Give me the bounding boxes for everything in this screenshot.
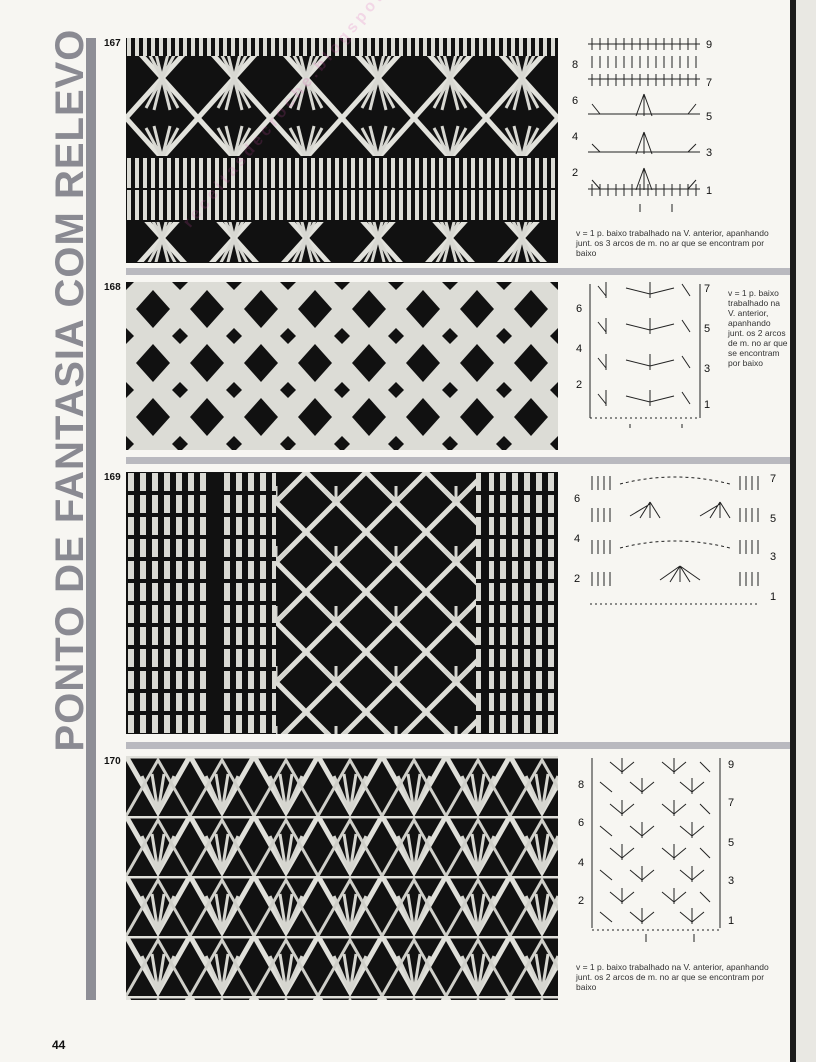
stitch-note: v = 1 p. baixo trabalhado na V. anterior, apanhando junt. os 3 arcos de m. no ar que se encontram por baixo <box>576 228 769 258</box>
sample-photo <box>126 472 558 734</box>
row-label: 3 <box>706 147 713 159</box>
stitch-diagram <box>570 34 720 220</box>
section-rule <box>126 268 790 275</box>
row-label: 5 <box>706 111 713 123</box>
row-label: 5 <box>704 323 711 335</box>
sample-photo <box>126 282 558 450</box>
sample-photo <box>126 756 558 1000</box>
sample-number: 170 <box>104 756 121 767</box>
row-label: 8 <box>578 779 585 791</box>
row-label: 2 <box>574 573 581 585</box>
sample-number: 168 <box>104 282 121 293</box>
row-label: 6 <box>572 95 579 107</box>
page-number: 44 <box>52 1038 66 1052</box>
stitch-note: v = 1 p. baixo trabalhado na V. anterior, apanhando junt. os 2 arcos de m. no ar que se encontram por baixo <box>576 962 769 992</box>
row-label: 3 <box>728 875 735 887</box>
stitch-diagram <box>570 468 790 608</box>
row-label: 6 <box>576 303 583 315</box>
row-label: 5 <box>728 837 735 849</box>
page-spine <box>790 0 816 1062</box>
row-label: 6 <box>578 817 585 829</box>
row-label: 1 <box>704 399 711 411</box>
row-label: 2 <box>576 379 583 391</box>
row-label: 4 <box>576 343 583 355</box>
row-label: 1 <box>728 915 735 927</box>
stitch-note: v = 1 p. baixo trabalhado na V. anterior, apanhando junt. os 2 arcos de m. no ar que se encontram por baixo <box>728 288 788 368</box>
row-label: 3 <box>770 551 777 563</box>
row-label: 4 <box>578 857 585 869</box>
row-label: 7 <box>706 77 713 89</box>
row-label: 9 <box>706 39 713 51</box>
section-rule <box>126 742 790 749</box>
row-label: 8 <box>572 59 579 71</box>
sample-number: 167 <box>104 38 121 49</box>
stitch-diagram <box>570 278 720 428</box>
stitch-diagram <box>570 752 740 946</box>
page-title: PONTO DE FANTASIA COM RELEVO <box>48 28 92 752</box>
row-label: 7 <box>770 473 777 485</box>
row-label: 2 <box>578 895 585 907</box>
sample-number: 169 <box>104 472 121 483</box>
row-label: 7 <box>704 283 711 295</box>
row-label: 5 <box>770 513 777 525</box>
row-label: 1 <box>770 591 777 603</box>
row-label: 4 <box>574 533 581 545</box>
row-label: 6 <box>574 493 581 505</box>
row-label: 1 <box>706 185 713 197</box>
row-label: 4 <box>572 131 579 143</box>
row-label: 2 <box>572 167 579 179</box>
section-rule <box>126 457 790 464</box>
row-label: 7 <box>728 797 735 809</box>
row-label: 3 <box>704 363 711 375</box>
row-label: 9 <box>728 759 735 771</box>
